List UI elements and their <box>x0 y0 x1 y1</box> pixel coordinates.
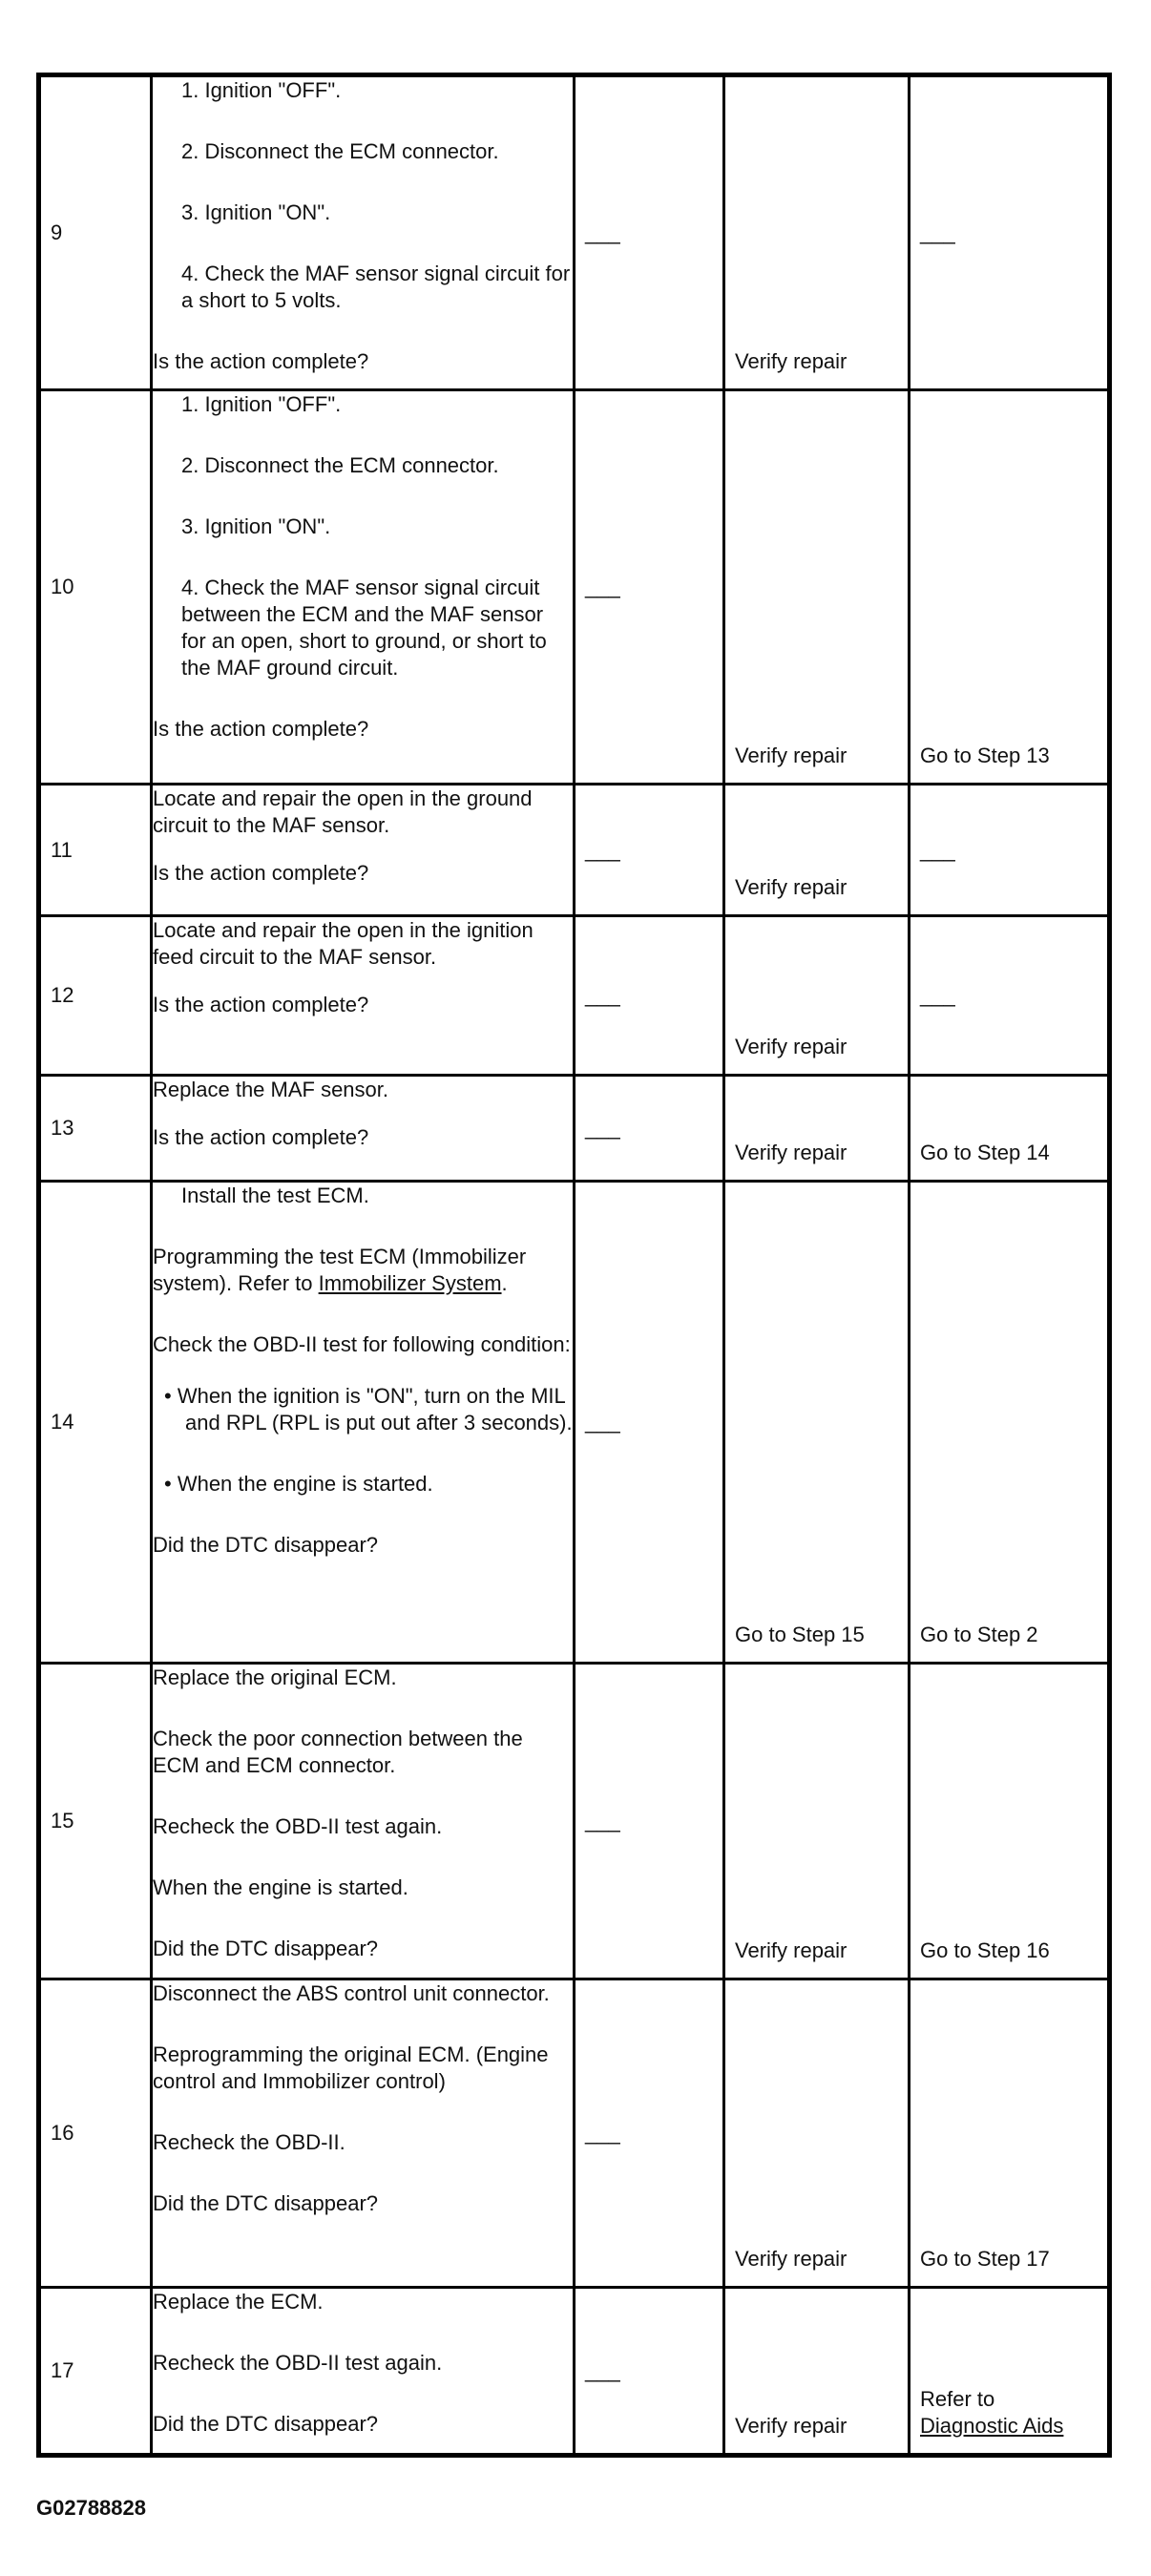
step-yes: Verify repair <box>724 1979 910 2288</box>
step-value: ___ <box>575 2288 724 2456</box>
step-number: 14 <box>39 1182 152 1664</box>
table-row <box>39 1182 1110 1664</box>
step-number: 13 <box>39 1076 152 1182</box>
step-action <box>152 1076 575 1182</box>
table-row <box>39 1979 1110 2288</box>
action-line: 3. Ignition "ON". <box>181 200 331 224</box>
step-no <box>910 2288 1110 2456</box>
action-line: Recheck the OBD-II test again. <box>153 1814 443 1838</box>
step-yes: Verify repair <box>724 916 910 1076</box>
action-question: Did the DTC disappear? <box>153 2191 379 2215</box>
action-line: 1. Ignition "OFF". <box>181 392 342 416</box>
figure-code: G02788828 <box>36 2496 146 2520</box>
step-no: Go to Step 2 <box>910 1182 1110 1664</box>
action-text: Programming the test ECM (Immobilizer system). Refer to <box>153 1245 527 1295</box>
table-row <box>39 390 1110 785</box>
action-line: Check the OBD-II test for following condition: <box>153 1332 571 1356</box>
bullet-item: • When the engine is started. <box>164 1472 433 1496</box>
action-question: Did the DTC disappear? <box>153 2412 379 2436</box>
action-question: Is the action complete? <box>153 861 369 885</box>
step-number: 9 <box>39 75 152 390</box>
table-row <box>39 785 1110 916</box>
action-line: 4. Check the MAF sensor signal circuit for a short to 5 volts. <box>181 262 571 312</box>
action-line: Replace the MAF sensor. <box>153 1078 389 1101</box>
action-question: Did the DTC disappear? <box>153 1937 379 1960</box>
step-number: 11 <box>39 785 152 916</box>
step-number: 12 <box>39 916 152 1076</box>
action-line: Recheck the OBD-II test again. <box>153 2351 443 2375</box>
step-yes: Verify repair <box>724 390 910 785</box>
table-row <box>39 916 1110 1076</box>
action-line: Locate and repair the open in the ignition feed circuit to the MAF sensor. <box>153 918 534 969</box>
action-question: Is the action complete? <box>153 1125 369 1149</box>
step-value: ___ <box>575 1664 724 1979</box>
action-line: 4. Check the MAF sensor signal circuit between the ECM and the MAF sensor for an open, short to ground, or short to the MAF ground circuit. <box>181 576 547 680</box>
immobilizer-system-link[interactable]: Immobilizer System <box>318 1271 502 1295</box>
action-line: Replace the ECM. <box>153 2290 324 2314</box>
diagnostic-aids-link[interactable]: Diagnostic Aids <box>920 2414 1064 2438</box>
step-value: ___ <box>575 390 724 785</box>
diagnostic-table <box>36 73 1112 2458</box>
action-line: When the engine is started. <box>153 1875 408 1899</box>
action-question: Is the action complete? <box>153 993 369 1016</box>
step-action <box>152 916 575 1076</box>
action-question: Is the action complete? <box>153 717 369 741</box>
step-value: ___ <box>575 1979 724 2288</box>
action-line: Locate and repair the open in the ground circuit to the MAF sensor. <box>153 786 533 837</box>
step-action <box>152 1664 575 1979</box>
table-row <box>39 75 1110 390</box>
step-yes: Verify repair <box>724 1076 910 1182</box>
step-yes: Verify repair <box>724 785 910 916</box>
action-line: Disconnect the ABS control unit connector. <box>153 1981 550 2005</box>
table-row <box>39 1076 1110 1182</box>
step-value: ___ <box>575 916 724 1076</box>
step-value: ___ <box>575 1076 724 1182</box>
step-number: 16 <box>39 1979 152 2288</box>
action-line: Check the poor connection between the ECM and ECM connector. <box>153 1727 523 1777</box>
step-action <box>152 2288 575 2456</box>
step-no: Go to Step 13 <box>910 390 1110 785</box>
action-question: Did the DTC disappear? <box>153 1533 379 1557</box>
action-line: Replace the original ECM. <box>153 1665 397 1689</box>
step-value: ___ <box>575 75 724 390</box>
action-line: Reprogramming the original ECM. (Engine control and Immobilizer control) <box>153 2042 549 2093</box>
action-line: 3. Ignition "ON". <box>181 514 331 538</box>
step-number: 15 <box>39 1664 152 1979</box>
step-action <box>152 785 575 916</box>
table-row <box>39 1664 1110 1979</box>
step-value: ___ <box>575 785 724 916</box>
step-no: Go to Step 16 <box>910 1664 1110 1979</box>
step-action <box>152 1979 575 2288</box>
step-yes: Verify repair <box>724 2288 910 2456</box>
step-yes: Go to Step 15 <box>724 1182 910 1664</box>
refer-to-text: Refer to <box>920 2387 995 2411</box>
step-yes: Verify repair <box>724 75 910 390</box>
step-action <box>152 75 575 390</box>
step-yes: Verify repair <box>724 1664 910 1979</box>
step-no: ___ <box>910 785 1110 916</box>
action-text: . <box>501 1271 508 1295</box>
step-no: ___ <box>910 916 1110 1076</box>
step-value: ___ <box>575 1182 724 1664</box>
step-number: 17 <box>39 2288 152 2456</box>
step-action <box>152 390 575 785</box>
action-line: 2. Disconnect the ECM connector. <box>181 453 499 477</box>
action-line: Install the test ECM. <box>181 1183 369 1207</box>
step-no: Go to Step 17 <box>910 1979 1110 2288</box>
action-question: Is the action complete? <box>153 349 369 373</box>
step-number: 10 <box>39 390 152 785</box>
action-line: 1. Ignition "OFF". <box>181 78 342 102</box>
action-line: Recheck the OBD-II. <box>153 2130 345 2154</box>
step-no: Go to Step 14 <box>910 1076 1110 1182</box>
bullet-item: • When the ignition is "ON", turn on the MIL and RPL (RPL is put out after 3 seconds). <box>164 1384 573 1435</box>
step-no: ___ <box>910 75 1110 390</box>
action-line: 2. Disconnect the ECM connector. <box>181 139 499 163</box>
step-action <box>152 1182 575 1664</box>
table-row <box>39 2288 1110 2456</box>
action-line <box>153 1244 573 1297</box>
